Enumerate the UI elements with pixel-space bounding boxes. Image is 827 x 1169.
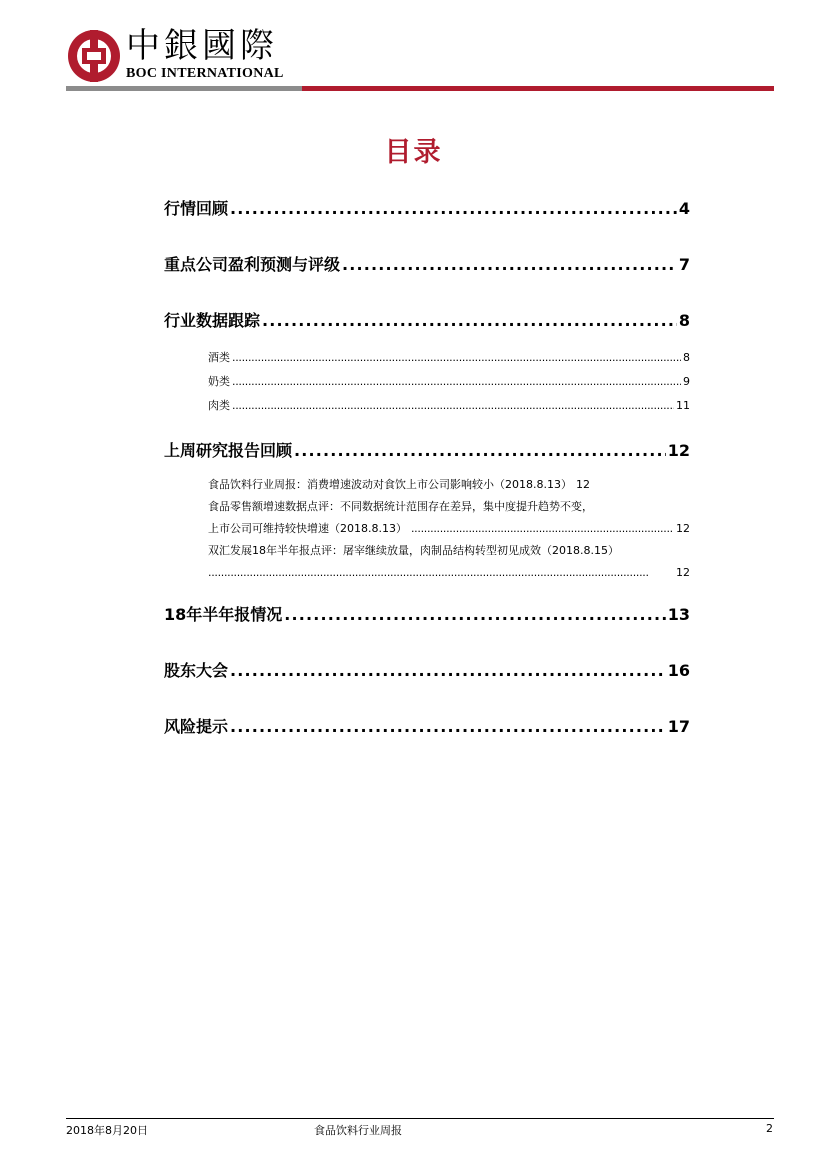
- toc-entry[interactable]: [164, 252, 690, 275]
- toc-entry-label: 风险提示: [164, 717, 229, 736]
- toc-subentry-page: 11: [676, 399, 690, 412]
- toc-entry-page: 16: [667, 661, 690, 680]
- toc-entry-label: 重点公司盈利预测与评级: [164, 255, 341, 274]
- toc-leader-dots: [294, 441, 666, 460]
- toc-report-page: 12: [676, 522, 690, 535]
- toc-entry[interactable]: [164, 602, 690, 625]
- toc-leader-dots: [284, 605, 665, 624]
- toc-entry-page: 17: [667, 717, 690, 736]
- toc-entry-label: 行业数据跟踪: [164, 311, 261, 330]
- toc-entry-label: 18年半年报情况: [164, 605, 283, 624]
- toc-entry[interactable]: [164, 658, 690, 681]
- logo-chinese-name: 中銀國際: [126, 26, 278, 66]
- toc-subentry[interactable]: [208, 373, 690, 389]
- toc-subentry[interactable]: [208, 349, 690, 365]
- toc-leader-dots: [230, 661, 666, 680]
- footer-rule: [66, 1118, 774, 1119]
- toc-leader-dots: [232, 375, 681, 388]
- toc-entry-page: 12: [667, 441, 690, 460]
- footer-doc-title: 食品饮料行业周报: [314, 1124, 402, 1137]
- page-title: 目录: [384, 137, 443, 168]
- footer-date: 2018年8月20日: [66, 1124, 148, 1137]
- header-rule-grey-segment: [66, 86, 302, 91]
- toc-entry-page: 7: [678, 255, 690, 274]
- toc-entry-label: 行情回顾: [164, 199, 229, 218]
- toc-report-page: 12: [575, 478, 590, 491]
- toc-leader-dots: [411, 518, 672, 540]
- toc-entry-label: 上周研究报告回顾: [164, 441, 293, 460]
- toc-leader-dots: [230, 717, 666, 736]
- toc-entry[interactable]: [164, 196, 690, 219]
- toc-subentry-label: 酒类: [208, 351, 230, 364]
- toc-subentry[interactable]: [208, 397, 690, 413]
- toc-entry-page: 4: [678, 199, 690, 218]
- toc-leader-dots: [262, 311, 677, 330]
- toc-report-item-continuation[interactable]: [208, 562, 690, 584]
- toc-report-label: 食品饮料行业周报：消费增速波动对食饮上市公司影响较小（2018.8.13）: [208, 478, 572, 491]
- toc-report-item[interactable]: [208, 540, 690, 562]
- boc-logo-icon: [66, 28, 122, 84]
- toc-entry-page: 8: [678, 311, 690, 330]
- toc-entry[interactable]: [164, 714, 690, 737]
- toc-report-item[interactable]: [208, 474, 690, 496]
- logo-english-name: BOC INTERNATIONAL: [126, 66, 284, 81]
- footer-page-number: 2: [766, 1122, 773, 1135]
- toc-leader-dots: [232, 399, 674, 412]
- toc-subentry-page: 8: [683, 351, 690, 364]
- toc-entry-label: 股东大会: [164, 661, 229, 680]
- toc-report-list: [208, 474, 690, 584]
- toc-leader-dots: [230, 199, 677, 218]
- toc-entry-page: 13: [667, 605, 690, 624]
- header-rule: [66, 86, 774, 91]
- toc-report-label: 双汇发展18年半年报点评：屠宰继续放量，肉制品结构转型初见成效（2018.8.15）: [208, 544, 619, 557]
- toc-entry[interactable]: [164, 308, 690, 331]
- toc-report-label: 上市公司可维持较快增速（2018.8.13）: [208, 522, 407, 535]
- toc-leader-dots: [208, 562, 672, 584]
- toc-report-page: 12: [676, 566, 690, 579]
- toc-report-item-line2[interactable]: [208, 518, 690, 540]
- toc-subentry-label: 奶类: [208, 375, 230, 388]
- toc-report-item-line1[interactable]: [208, 496, 690, 518]
- toc-subentry-page: 9: [683, 375, 690, 388]
- toc-report-label: 食品零售额增速数据点评：不同数据统计范围存在差异，集中度提升趋势不变，: [208, 500, 593, 513]
- toc-entry[interactable]: [164, 438, 690, 461]
- toc-leader-dots: [232, 351, 681, 364]
- toc-subentry-label: 肉类: [208, 399, 230, 412]
- toc-leader-dots: [342, 255, 677, 274]
